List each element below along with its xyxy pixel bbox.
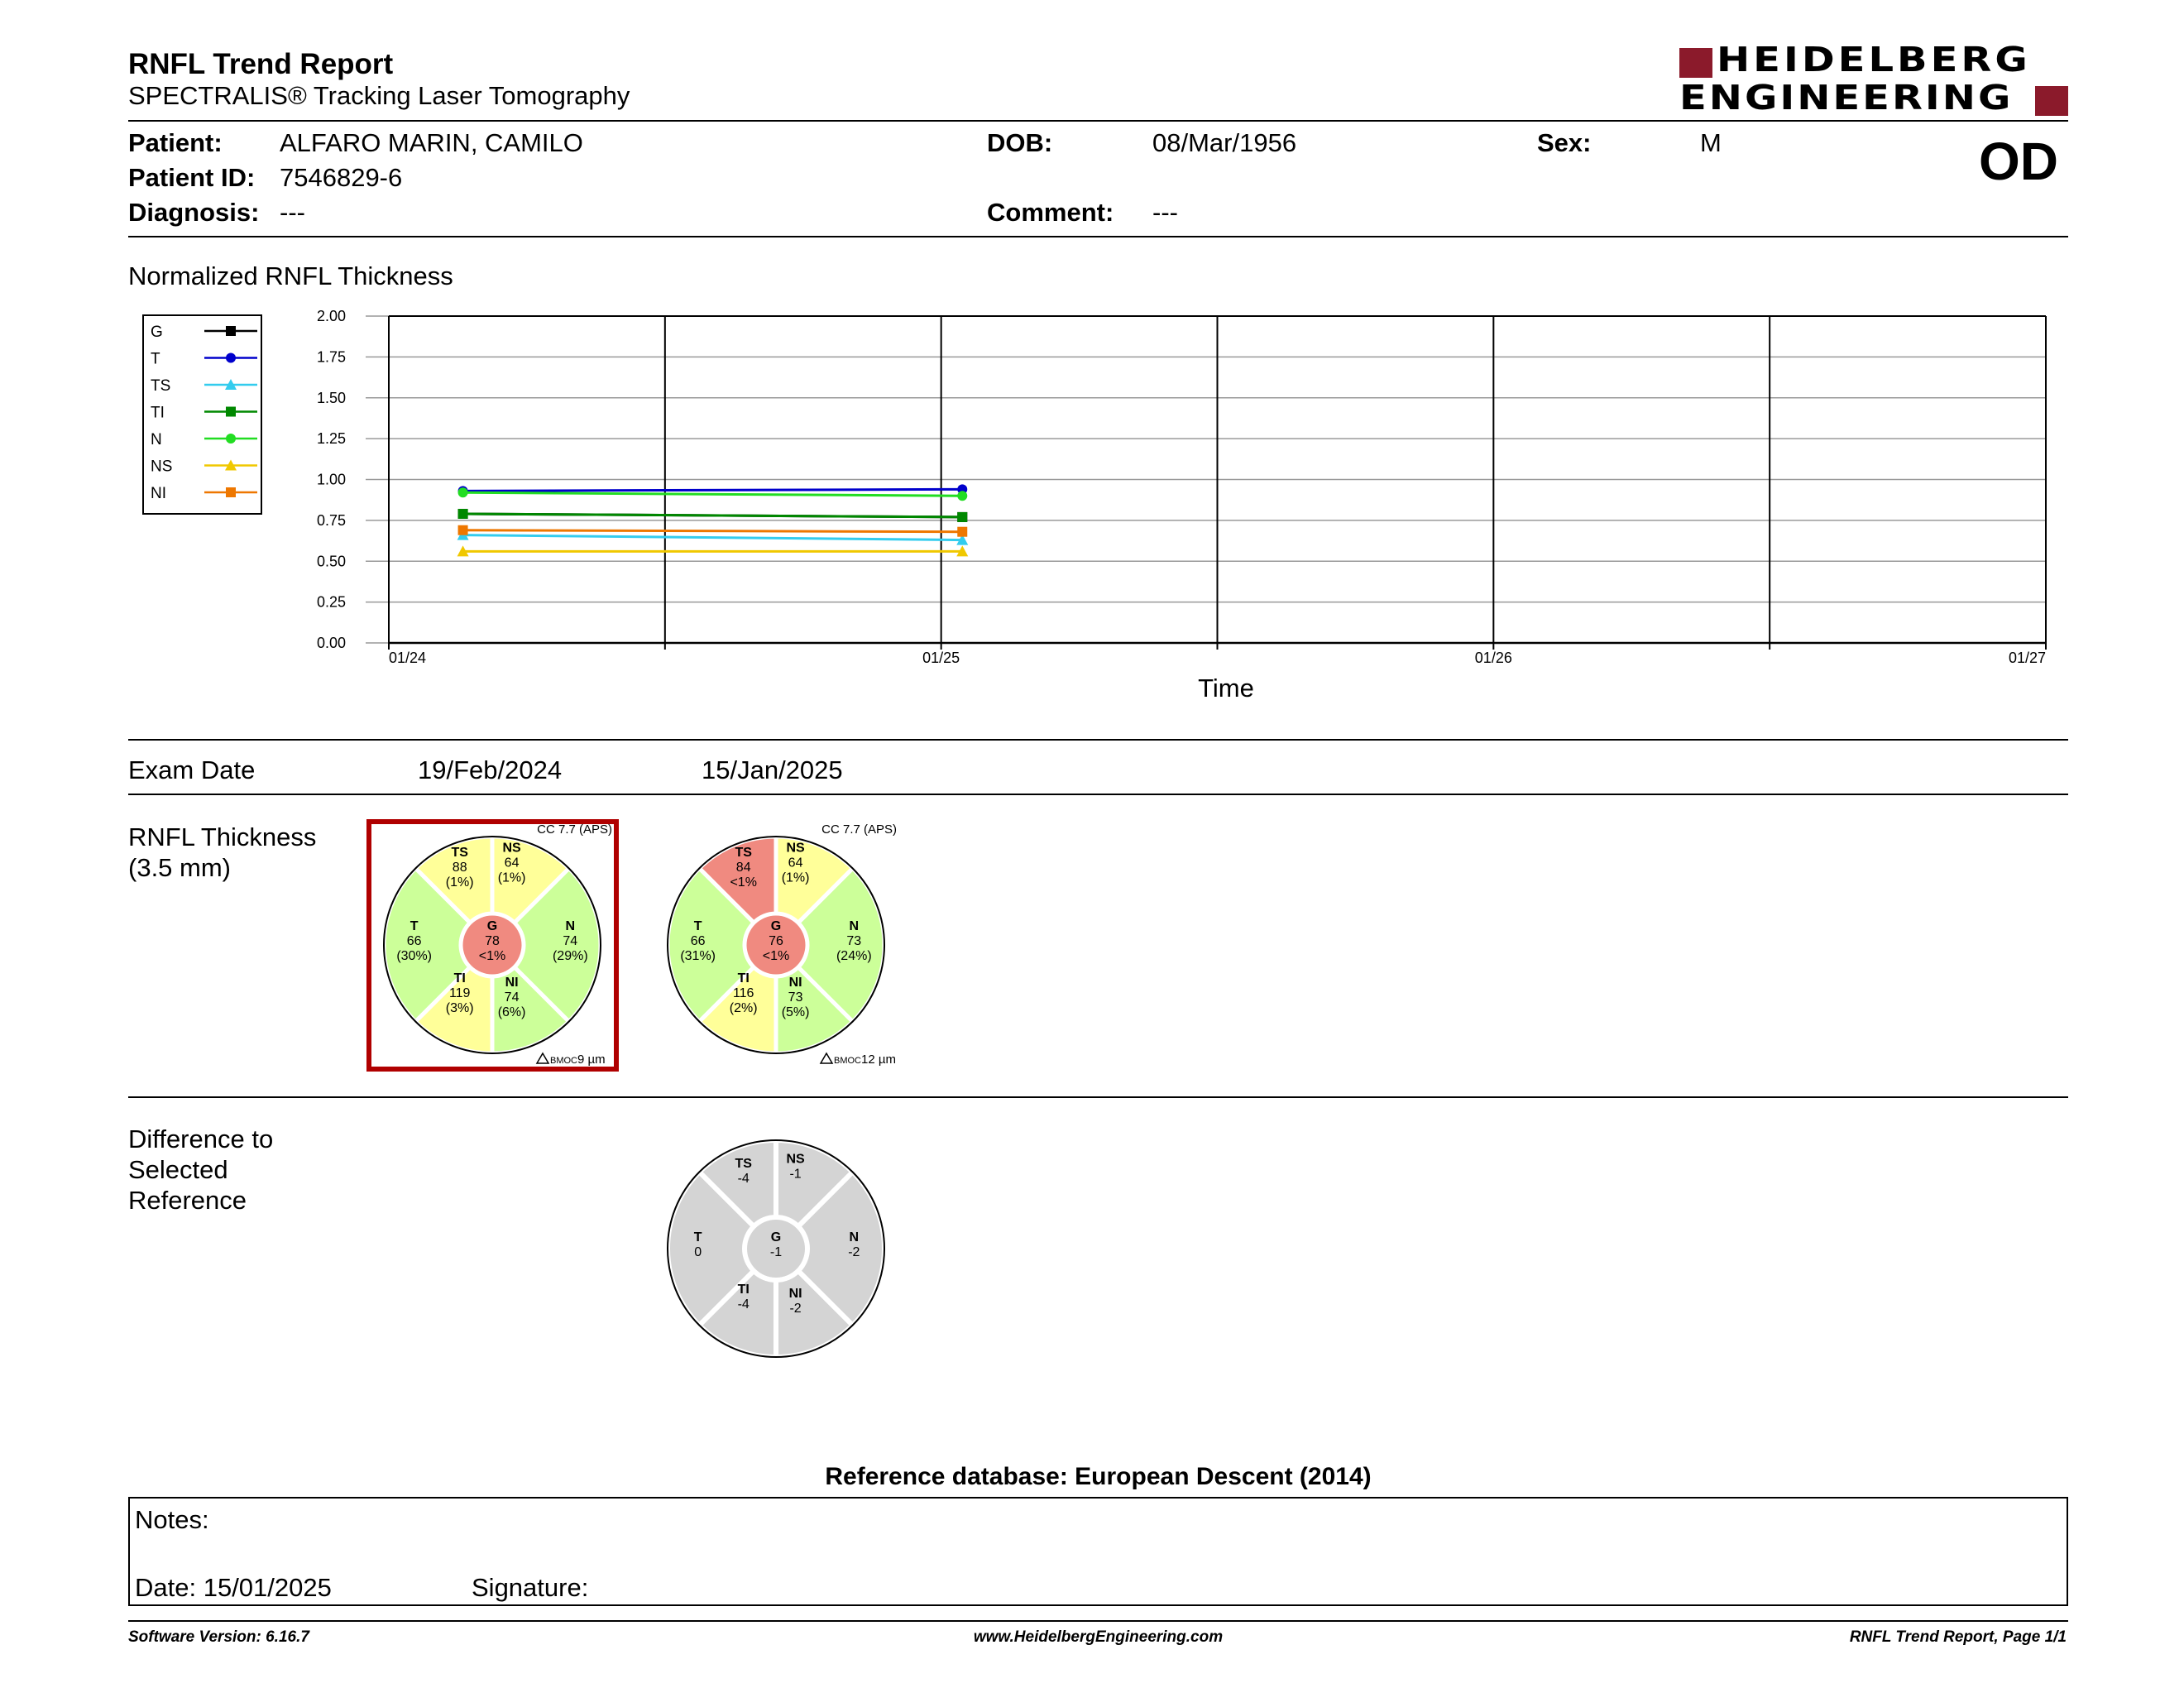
legend-label-g: G xyxy=(151,324,163,341)
sector-ns-value: -1 xyxy=(789,1167,802,1182)
difference-label-line3: Reference xyxy=(128,1186,247,1215)
series-line-n xyxy=(463,492,963,496)
sector-ti-label: TI xyxy=(453,971,466,985)
rnfl-thickness-label xyxy=(128,822,316,883)
rnfl-thickness-label-line1: RNFL Thickness xyxy=(128,822,317,851)
difference-label-line2: Selected xyxy=(128,1155,228,1184)
legend-label-t: T xyxy=(151,350,160,368)
sector-ni-value: 74 xyxy=(504,990,520,1005)
sector-t-label: T xyxy=(410,919,419,933)
sector-g-value: 76 xyxy=(769,934,783,948)
y-tick-label: 0.50 xyxy=(316,553,346,570)
difference-label-line1: Difference to xyxy=(128,1125,274,1153)
sector-ni-value: 73 xyxy=(788,990,803,1005)
sector-ts-percent: (1%) xyxy=(445,875,474,890)
sector-ts-value: 84 xyxy=(735,860,751,875)
sector-n-label: N xyxy=(849,1230,860,1244)
delta-icon xyxy=(537,1053,548,1063)
heidelberg-logo xyxy=(1679,40,2068,118)
comment-value: --- xyxy=(1152,198,1178,227)
rnfl-thickness-label-line2: (3.5 mm) xyxy=(128,853,231,882)
software-version: Software Version: 6.16.7 xyxy=(128,1628,309,1646)
sector-n-label: N xyxy=(849,919,860,933)
sector-ti-value: 119 xyxy=(448,985,471,1000)
sector-n-value: -2 xyxy=(848,1245,860,1259)
logo-line2: ENGINEERING xyxy=(1679,78,2014,118)
dob-label: DOB: xyxy=(987,128,1053,157)
difference-circle xyxy=(650,1123,903,1375)
y-tick-label: 1.75 xyxy=(316,348,346,366)
data-point-ti xyxy=(458,509,468,519)
sector-ni-percent: (5%) xyxy=(781,1005,810,1020)
legend-label-ti: TI xyxy=(151,404,165,422)
x-tick-label: 01/25 xyxy=(922,650,960,666)
sector-ti-percent: (3%) xyxy=(445,1000,474,1015)
bmo-label: BMOC xyxy=(550,1056,577,1066)
y-tick-label: 1.25 xyxy=(316,430,346,448)
eye-indicator: OD xyxy=(1979,132,2058,191)
x-tick-label: 01/24 xyxy=(389,650,427,666)
report-subtitle: SPECTRALIS® Tracking Laser Tomography xyxy=(128,81,630,110)
legend-label-n: N xyxy=(151,431,162,448)
sector-ts-label: TS xyxy=(451,845,468,860)
data-point-ti xyxy=(957,512,967,522)
sector-ns-label: NS xyxy=(786,1152,805,1167)
dob-value: 08/Mar/1956 xyxy=(1152,128,1297,157)
chart-x-ticks xyxy=(389,650,2046,666)
sector-g-label: G xyxy=(486,919,498,933)
sector-n-value: 74 xyxy=(563,934,578,948)
series-line-t xyxy=(463,489,963,491)
diagnosis-value: --- xyxy=(280,198,305,227)
data-point-ni xyxy=(458,525,468,535)
legend-marker-n xyxy=(226,434,236,444)
legend-svg xyxy=(144,316,261,513)
sector-ns-percent: (1%) xyxy=(781,870,810,885)
chart-grid xyxy=(366,316,2046,650)
legend-label-ni: NI xyxy=(151,485,166,502)
patient-value: ALFARO MARIN, CAMILO xyxy=(280,128,583,157)
data-point-n xyxy=(957,491,967,501)
data-point-ni xyxy=(957,527,967,537)
sector-n-value: 73 xyxy=(846,934,862,948)
rnfl-circle-exam2[interactable] xyxy=(650,819,903,1072)
sector-g-value: -1 xyxy=(769,1245,783,1259)
page-number: RNFL Trend Report, Page 1/1 xyxy=(1849,1628,2067,1646)
sector-ts-label: TS xyxy=(735,1156,752,1171)
chart-y-ticks xyxy=(317,308,346,651)
report-title: RNFL Trend Report xyxy=(128,48,394,80)
legend-marker-g xyxy=(226,326,236,336)
difference-sector-chart xyxy=(650,1123,903,1375)
notes-label: Notes: xyxy=(135,1505,209,1534)
sector-t-label: T xyxy=(693,1230,702,1244)
y-tick-label: 0.25 xyxy=(316,593,346,611)
sector-ns-value: 64 xyxy=(788,856,803,870)
sector-t-percent: (31%) xyxy=(680,949,716,963)
chart-legend xyxy=(142,314,262,515)
sector-n-percent: (29%) xyxy=(552,949,588,963)
patient-id-value: 7546829-6 xyxy=(280,163,403,192)
patient-id-label: Patient ID: xyxy=(128,163,256,192)
notes-box xyxy=(128,1497,2068,1606)
sector-ts-label: TS xyxy=(735,845,752,860)
sector-t-label: T xyxy=(693,919,702,933)
comment-label: Comment: xyxy=(987,198,1114,227)
sector-chart-exam1 xyxy=(371,824,614,1067)
sector-g-percent: <1% xyxy=(478,949,506,963)
y-tick-label: 2.00 xyxy=(316,308,346,324)
notes-date: Date: 15/01/2025 xyxy=(135,1573,332,1602)
legend-marker-t xyxy=(226,353,236,363)
y-tick-label: 1.50 xyxy=(316,389,346,406)
sector-g-label: G xyxy=(770,919,782,933)
sector-g-label: G xyxy=(770,1230,782,1244)
trend-chart xyxy=(281,298,2068,712)
series-line-ts xyxy=(463,535,963,540)
bmo-value: 9 µm xyxy=(577,1053,606,1067)
sector-ns-value: 64 xyxy=(504,856,520,870)
series-line-ti xyxy=(463,514,963,517)
exam-date-label: Exam Date xyxy=(128,755,256,784)
sector-ti-value: -4 xyxy=(737,1297,750,1312)
sector-t-percent: (30%) xyxy=(396,949,433,963)
y-tick-label: 0.75 xyxy=(316,511,346,529)
sector-ns-percent: (1%) xyxy=(497,870,526,885)
x-tick-label: 01/26 xyxy=(1474,650,1512,666)
delta-icon xyxy=(821,1053,832,1063)
trend-section-title: Normalized RNFL Thickness xyxy=(128,261,453,290)
sector-chart-exam2 xyxy=(650,819,903,1072)
sector-t-value: 66 xyxy=(406,934,422,948)
exam-date-1: 19/Feb/2024 xyxy=(418,755,563,784)
sector-ni-label: NI xyxy=(788,976,802,990)
bmo-value: 12 µm xyxy=(861,1053,896,1067)
legend-label-ns: NS xyxy=(151,458,173,476)
bmo-label: BMOC xyxy=(834,1056,861,1066)
sector-ts-value: 88 xyxy=(452,860,467,875)
patient-label: Patient: xyxy=(128,128,223,157)
sector-ts-percent: <1% xyxy=(730,875,757,890)
quality-label: CC 7.7 (APS) xyxy=(537,824,612,837)
y-tick-label: 0.00 xyxy=(316,635,346,651)
logo-line1: HEIDELBERG xyxy=(1717,40,2031,80)
sex-value: M xyxy=(1700,128,1722,157)
legend-marker-ti xyxy=(226,407,236,417)
quality-label: CC 7.7 (APS) xyxy=(821,822,897,837)
x-tick-label: 01/27 xyxy=(2008,650,2046,666)
sector-ti-label: TI xyxy=(737,1282,750,1297)
reference-database: Reference database: European Descent (2014) xyxy=(825,1463,1372,1490)
difference-label xyxy=(128,1124,273,1216)
sex-label: Sex: xyxy=(1537,128,1592,157)
legend-marker-ni xyxy=(226,487,236,497)
sector-n-label: N xyxy=(565,919,576,933)
exam-date-2: 15/Jan/2025 xyxy=(702,755,843,784)
sector-ti-label: TI xyxy=(737,971,750,985)
rnfl-circle-exam1[interactable] xyxy=(366,819,619,1072)
logo-square-left-icon xyxy=(1679,48,1712,78)
sector-ni-percent: (6%) xyxy=(497,1005,526,1020)
series-line-ni xyxy=(463,530,963,532)
sector-t-value: 0 xyxy=(694,1245,702,1259)
sector-ti-value: 116 xyxy=(732,985,754,1000)
sector-ts-value: -4 xyxy=(737,1171,750,1186)
sector-t-value: 66 xyxy=(690,934,706,948)
y-tick-label: 1.00 xyxy=(316,471,346,488)
website-link[interactable]: www.HeidelbergEngineering.com xyxy=(973,1628,1224,1646)
sector-ti-percent: (2%) xyxy=(729,1000,758,1015)
sector-ns-label: NS xyxy=(502,841,521,856)
sector-g-value: 78 xyxy=(485,934,500,948)
data-point-n xyxy=(458,487,468,497)
sector-n-percent: (24%) xyxy=(836,949,872,963)
legend-label-ts: TS xyxy=(151,377,171,395)
chart-x-axis-label: Time xyxy=(1198,674,1254,703)
sector-ni-label: NI xyxy=(788,1287,802,1302)
notes-signature: Signature: xyxy=(472,1573,589,1602)
diagnosis-label: Diagnosis: xyxy=(128,198,260,227)
sector-ns-label: NS xyxy=(786,841,805,856)
sector-g-percent: <1% xyxy=(762,949,790,963)
sector-ni-value: -2 xyxy=(789,1302,802,1316)
logo-square-right-icon xyxy=(2035,86,2068,116)
sector-ni-label: NI xyxy=(505,976,519,990)
